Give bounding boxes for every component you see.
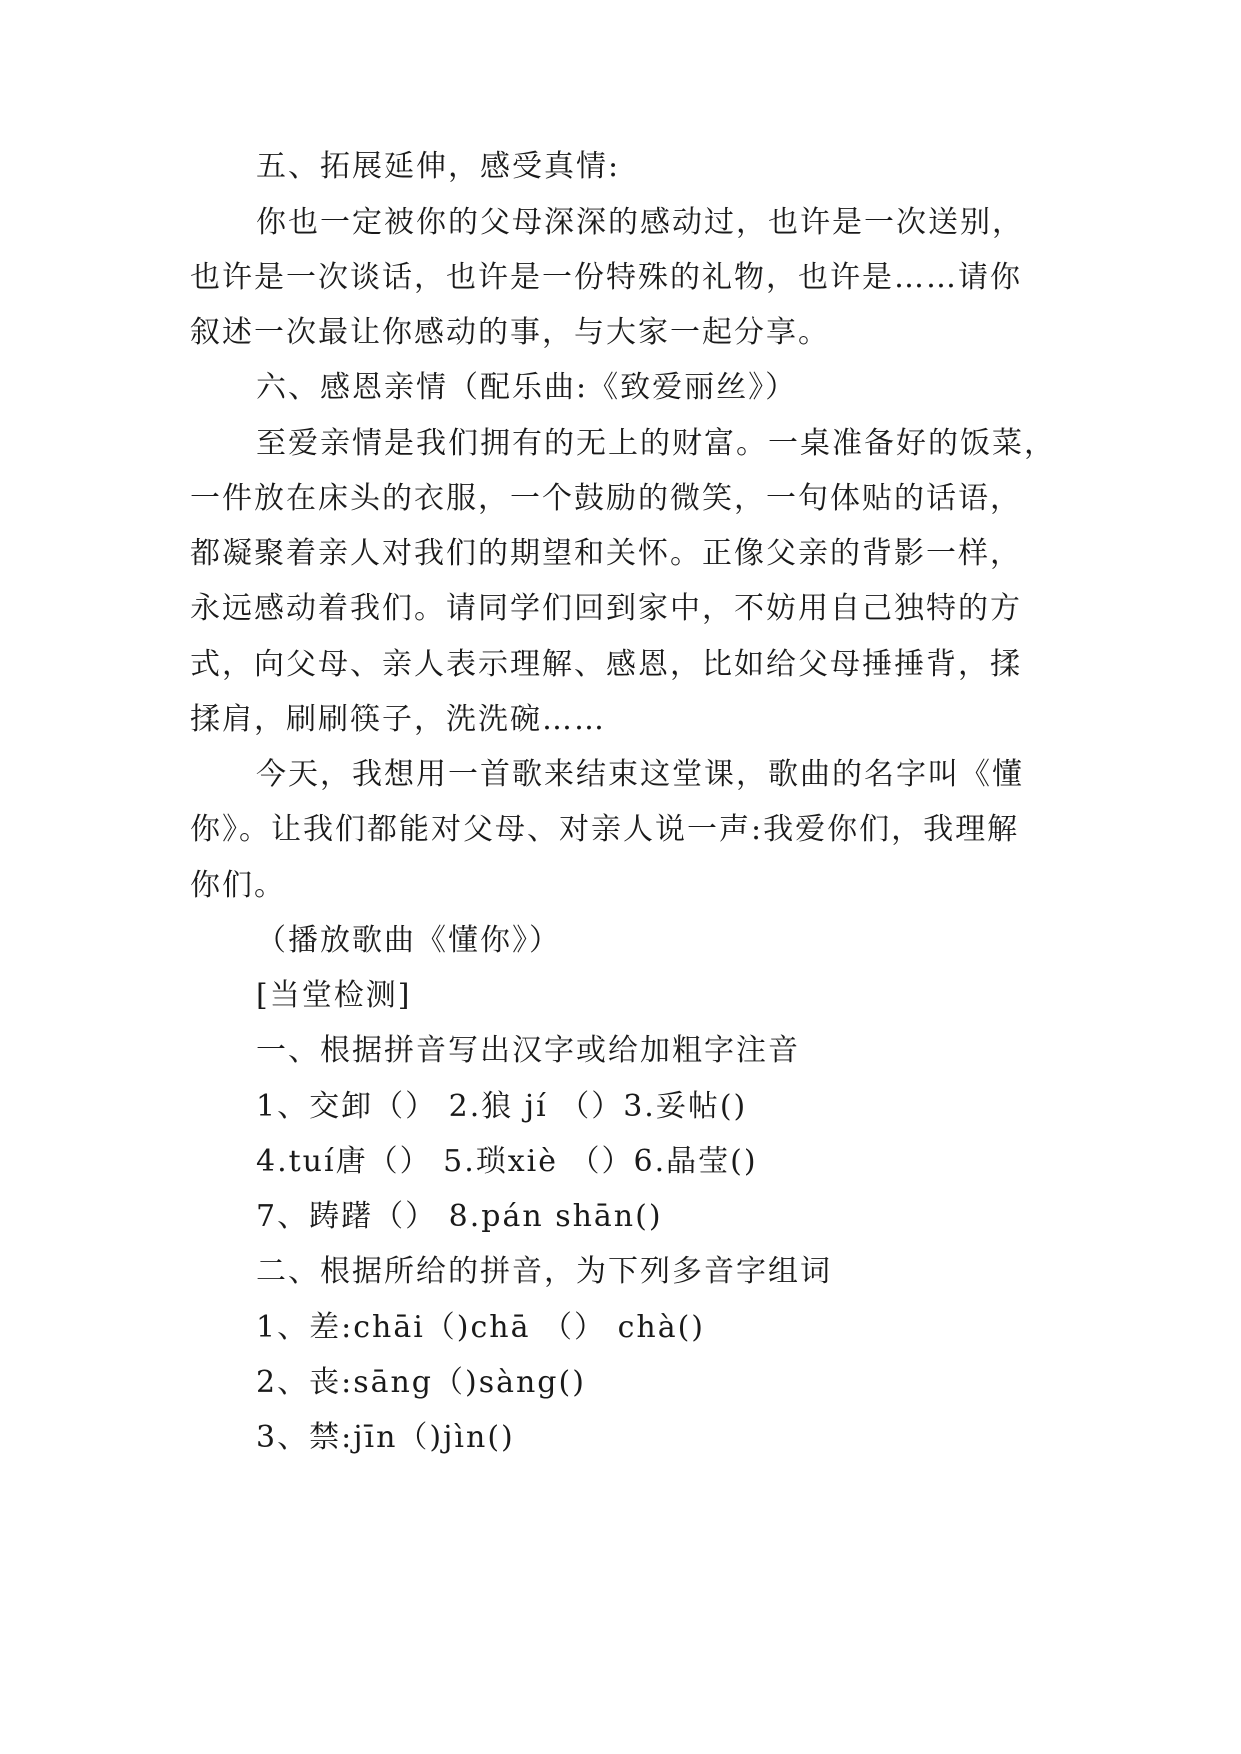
paragraph-line: 叙述一次最让你感动的事，与大家一起分享。: [190, 315, 830, 350]
paragraph-line: （播放歌曲《懂你》）: [256, 923, 561, 958]
section-heading-6: 六、感恩亲情（配乐曲:《致爱丽丝》）: [256, 370, 798, 405]
section-heading-test: [当堂检测]: [256, 978, 412, 1013]
paragraph-line: 你也一定被你的父母深深的感动过，也许是一次送别，: [256, 205, 1024, 240]
question-item: 3、禁:jīn（)jìn(): [256, 1420, 515, 1455]
paragraph-line: 今天，我想用一首歌来结束这堂课，歌曲的名字叫《懂: [256, 757, 1024, 792]
paragraph-line: 也许是一次谈话，也许是一份特殊的礼物，也许是……请你: [190, 260, 1022, 295]
paragraph-line: 你》。让我们都能对父母、对亲人说一声:我爱你们，我理解: [190, 812, 1020, 847]
question-heading-2: 二、根据所给的拼音，为下列多音字组词: [256, 1254, 832, 1289]
paragraph-line: 一件放在床头的衣服，一个鼓励的微笑，一句体贴的话语，: [190, 481, 1022, 516]
paragraph-line: 永远感动着我们。请同学们回到家中，不妨用自己独特的方: [190, 591, 1022, 626]
paragraph-line: 至爱亲情是我们拥有的无上的财富。一桌准备好的饭菜，: [256, 426, 1056, 461]
question-item: 7、踌躇（） 8.pán shān(): [256, 1199, 663, 1234]
question-item: 2、丧:sāng（)sàng(): [256, 1365, 586, 1400]
section-heading-5: 五、拓展延伸，感受真情:: [256, 149, 621, 184]
question-item: 4.tuí唐（） 5.琐xiè （）6.晶莹(): [256, 1144, 758, 1179]
paragraph-line: 式，向父母、亲人表示理解、感恩，比如给父母捶捶背，揉: [190, 647, 1022, 682]
question-item: 1、交卸（） 2.狼 jí （）3.妥帖(): [256, 1089, 748, 1124]
paragraph-line: 你们。: [190, 868, 286, 903]
question-heading-1: 一、根据拼音写出汉字或给加粗字注音: [256, 1033, 800, 1068]
paragraph-line: 都凝聚着亲人对我们的期望和关怀。正像父亲的背影一样，: [190, 536, 1022, 571]
paragraph-line: 揉肩，刷刷筷子，洗洗碗……: [190, 702, 606, 737]
question-item: 1、差:chāi（)chā （） chà(): [256, 1310, 705, 1345]
